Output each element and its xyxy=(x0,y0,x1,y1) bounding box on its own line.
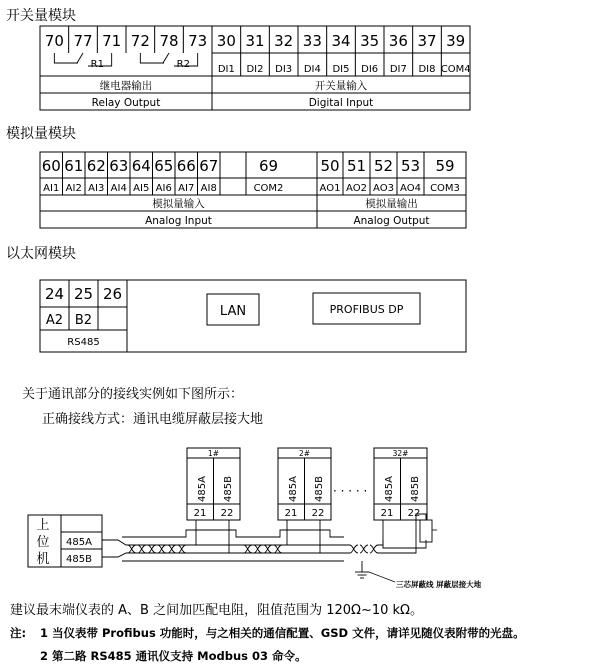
digital-label-di7: DI7 xyxy=(389,64,407,75)
eth-pin-a2: A2 xyxy=(45,313,64,328)
meter-485a-label: 485A xyxy=(288,476,299,502)
relay-output-en: Relay Output xyxy=(91,97,161,109)
relay-output-cn: 继电器输出 xyxy=(99,80,153,92)
digital-label-di6: DI6 xyxy=(361,64,379,75)
analog-label-ao3: AO3 xyxy=(373,183,394,194)
analog-terminal-64: 64 xyxy=(131,157,151,175)
analog-label-com3: COM3 xyxy=(430,183,460,194)
host-port-485b: 485B xyxy=(66,554,92,565)
digital-label-di2: DI2 xyxy=(246,64,264,75)
meter-3 xyxy=(374,448,427,520)
analog-terminal-59: 59 xyxy=(435,157,455,175)
analog-label-ai2: AI2 xyxy=(65,183,82,194)
terminating-resistor xyxy=(420,520,432,542)
analog-input-en: Analog Input xyxy=(145,215,212,227)
wiring-method: 正确接线方式：通讯电缆屏蔽层接大地 xyxy=(42,412,264,427)
meter-485a-label: 485A xyxy=(197,476,208,502)
analog-output-cn: 模拟量输出 xyxy=(365,198,418,210)
digital-terminal-36: 36 xyxy=(388,32,408,50)
analog-label-ai3: AI3 xyxy=(88,183,105,194)
digital-module-heading: 开关量模块 xyxy=(6,8,76,24)
profibus-label: PROFIBUS DP xyxy=(329,303,404,316)
host-char-2: 位 xyxy=(36,535,50,550)
meter-485b-label: 485B xyxy=(410,476,421,502)
eth-pin-b2: B2 xyxy=(74,313,93,328)
analog-terminal-63: 63 xyxy=(109,157,129,175)
cable-note: 三芯屏蔽线 屏蔽层接大地 xyxy=(396,580,482,589)
analog-terminal-61: 61 xyxy=(64,157,84,175)
ethernet-module-heading: 以太网模块 xyxy=(6,246,76,262)
digital-terminal-71: 71 xyxy=(102,32,122,50)
host-char-1: 上 xyxy=(36,518,50,533)
meter-terminal-22: 22 xyxy=(311,508,325,519)
advice-text: 建议最末端仪表的 A、B 之间加匹配电阻，阻值范围为 120Ω~10 kΩ。 xyxy=(10,603,423,618)
analog-module-heading: 模拟量模块 xyxy=(6,126,76,142)
analog-terminal-65: 65 xyxy=(154,157,174,175)
analog-output-en: Analog Output xyxy=(353,215,430,227)
digital-terminal-37: 37 xyxy=(417,32,437,50)
rs485-wiring-diagram xyxy=(28,448,482,589)
digital-terminal-31: 31 xyxy=(245,32,265,50)
host-char-3: 机 xyxy=(36,552,50,567)
analog-label-com2: COM2 xyxy=(253,183,284,194)
digital-terminal-39: 39 xyxy=(446,32,466,50)
relay-mark-1: R1 xyxy=(90,59,104,70)
wiring-intro: 关于通讯部分的接线实例如下图所示： xyxy=(22,387,244,402)
digital-terminal-35: 35 xyxy=(360,32,380,50)
note-label: 注: xyxy=(10,626,27,640)
digital-label-di3: DI3 xyxy=(275,64,293,75)
host-port-485a: 485A xyxy=(66,537,92,548)
digital-label-di4: DI4 xyxy=(303,64,321,75)
analog-label-ao2: AO2 xyxy=(346,183,367,194)
eth-terminal-26: 26 xyxy=(102,285,123,303)
digital-terminal-table xyxy=(40,26,471,110)
digital-input-cn: 开关量输入 xyxy=(314,80,368,92)
digital-label-di1: DI1 xyxy=(217,64,235,75)
digital-terminal-78: 78 xyxy=(159,32,179,50)
digital-label-di8: DI8 xyxy=(418,64,436,75)
digital-terminal-70: 70 xyxy=(44,32,64,50)
digital-terminal-77: 77 xyxy=(73,32,93,50)
meter-terminal-21: 21 xyxy=(380,508,394,519)
meter-485a-label: 485A xyxy=(384,476,395,502)
analog-label-ai1: AI1 xyxy=(43,183,60,194)
meter-2 xyxy=(278,448,331,520)
analog-label-ai7: AI7 xyxy=(178,183,195,194)
digital-terminal-33: 33 xyxy=(302,32,322,50)
analog-label-ai8: AI8 xyxy=(200,183,217,194)
digital-terminal-34: 34 xyxy=(331,32,351,50)
ethernet-module-diagram xyxy=(40,280,466,352)
note-2: 2 第二路 RS485 通讯仪支持 Modbus 03 命令。 xyxy=(40,649,307,663)
meter-485b-label: 485B xyxy=(314,476,325,502)
analog-label-ao1: AO1 xyxy=(319,183,341,194)
note-1: 1 当仪表带 Profibus 功能时，与之相关的通信配置、GSD 文件，请详见随仪表附带的光盘。 xyxy=(40,626,525,640)
digital-terminal-30: 30 xyxy=(216,32,236,50)
meter-number: 2# xyxy=(298,449,311,458)
digital-terminal-72: 72 xyxy=(130,32,150,50)
analog-label-ai4: AI4 xyxy=(110,183,127,194)
analog-label-ai5: AI5 xyxy=(133,183,150,194)
meter-terminal-21: 21 xyxy=(193,508,207,519)
analog-label-ai6: AI6 xyxy=(155,183,172,194)
meter-number: 1# xyxy=(207,449,220,458)
eth-terminal-25: 25 xyxy=(73,285,94,303)
analog-terminal-50: 50 xyxy=(320,157,340,175)
eth-terminal-24: 24 xyxy=(44,285,65,303)
digital-input-en: Digital Input xyxy=(308,97,374,109)
digital-terminal-32: 32 xyxy=(274,32,294,50)
digital-label-di5: DI5 xyxy=(332,64,350,75)
analog-terminal-67: 67 xyxy=(199,157,219,175)
more-meters-dots: · · · · · xyxy=(333,484,368,498)
analog-terminal-52: 52 xyxy=(373,157,394,175)
meter-terminal-22: 22 xyxy=(220,508,234,519)
meter-number: 32# xyxy=(392,449,409,458)
analog-terminal-53: 53 xyxy=(400,157,421,175)
relay-mark-2: R2 xyxy=(176,59,190,70)
analog-terminal-table xyxy=(40,152,466,228)
analog-terminal-69: 69 xyxy=(258,157,279,175)
analog-label-ao4: AO4 xyxy=(400,183,421,194)
analog-terminal-60: 60 xyxy=(41,157,61,175)
analog-terminal-62: 62 xyxy=(86,157,106,175)
meter-1 xyxy=(187,448,240,520)
analog-terminal-66: 66 xyxy=(176,157,196,175)
analog-input-cn: 模拟量输入 xyxy=(152,198,205,210)
cable-twist-marks xyxy=(128,545,378,553)
meter-terminal-22: 22 xyxy=(407,508,421,519)
lan-label: LAN xyxy=(219,304,247,319)
analog-terminal-51: 51 xyxy=(346,157,367,175)
meter-485b-label: 485B xyxy=(223,476,234,502)
meter-group xyxy=(187,448,427,520)
eth-bus-label: RS485 xyxy=(67,337,100,348)
meter-terminal-21: 21 xyxy=(284,508,298,519)
digital-terminal-73: 73 xyxy=(188,32,208,50)
digital-label-com4: COM4 xyxy=(440,64,471,75)
